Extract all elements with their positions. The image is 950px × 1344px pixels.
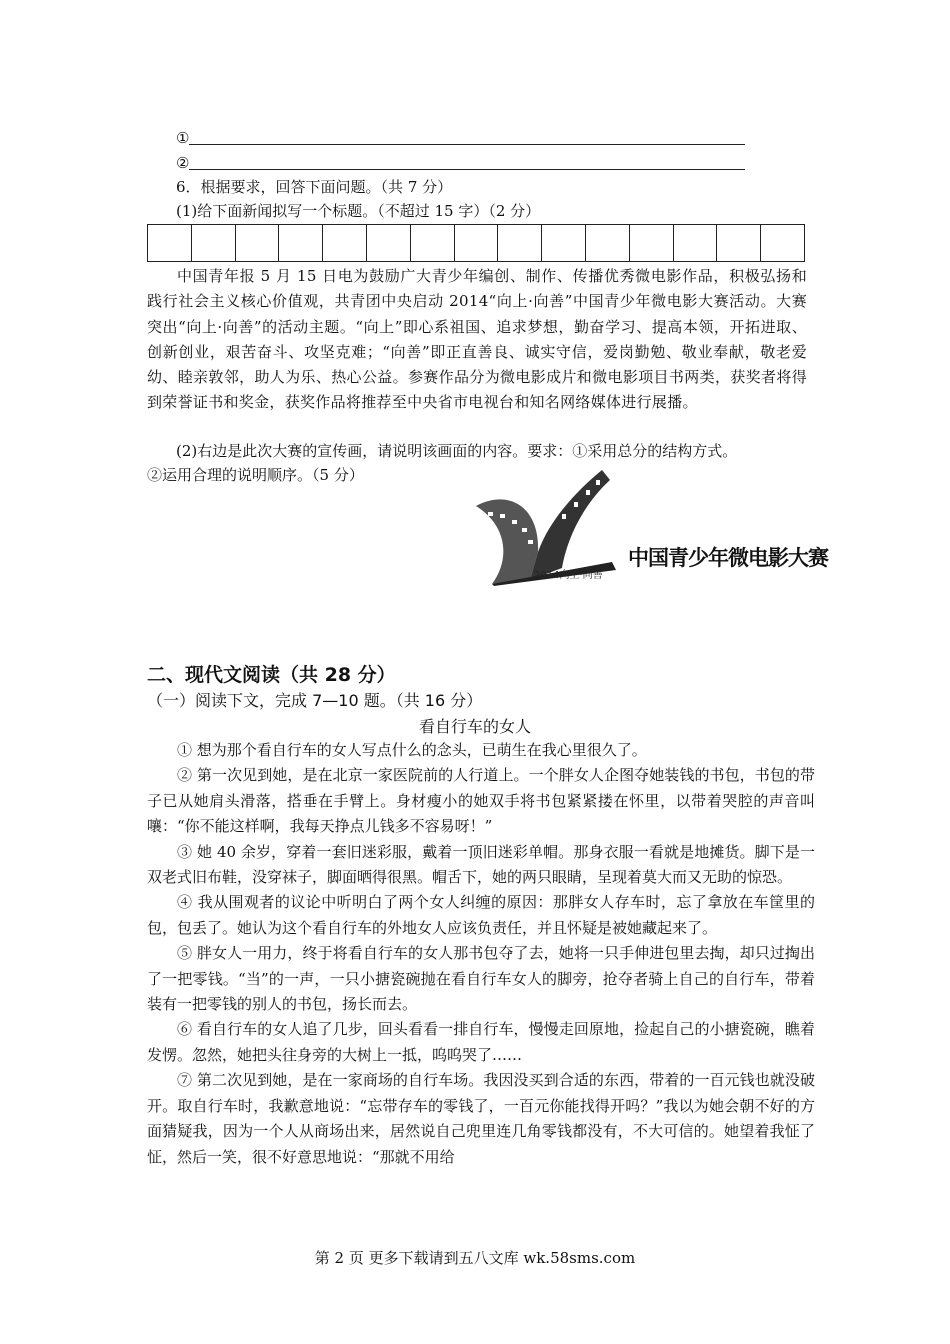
article-paragraph: ① 想为那个看自行车的女人写点什么的念头，已萌生在我心里很久了。 — [177, 741, 647, 759]
grid-cell[interactable] — [236, 225, 280, 261]
contest-poster — [470, 468, 828, 586]
grid-cell[interactable] — [279, 225, 323, 261]
article-paragraph: ⑦ 第二次见到她，是在一家商场的自行车场。我因没买到合适的东西，带着的一百元钱也就没破开。取自行车时，我歉意地说：“忘带存车的零钱了，一百元你能找得开吗？”我以为她会朝不好的方面猜疑我，因为一个人从商场出来，居然说自己兜里连几角零钱都没有，不大可信的。她望着我怔了怔，然后一笑，很不好意思地说：“那就不用给 — [147, 1071, 815, 1166]
page-footer: 第 2 页 更多下载请到五八文库 wk.58sms.com — [314, 1249, 636, 1267]
section-heading: 二、现代文阅读（共 28 分） — [147, 664, 396, 686]
grid-cell[interactable] — [192, 225, 236, 261]
q6-part2-line1: (2)右边是此次大赛的宣传画，请说明该画面的内容。要求：①采用总分的结构方式。 — [176, 442, 738, 460]
article-paragraph: ③ 她 40 余岁，穿着一套旧迷彩服，戴着一顶旧迷彩单帽。那身衣服一看就是地摊货。脚下是一双老式旧布鞋，没穿袜子，脚面晒得很黑。帽舌下，她的两只眼睛，呈现着莫大而又无助的惊恐。 — [147, 842, 815, 887]
article-paragraph: ⑤ 胖女人一用力，终于将看自行车的女人那书包夺了去，她将一只手伸进包里去掏，却只过掏出了一把零钱。“当”的一声，一只小搪瓷碗抛在看自行车女人的脚旁，抢夺者骑上自己的自行车，带着装有一把零钱的别人的书包，扬长而去。 — [147, 944, 815, 1014]
title-answer-grid[interactable] — [147, 224, 805, 262]
article-paragraph: ② 第一次见到她，是在北京一家医院前的人行道上。一个胖女人企图夺她装钱的书包，书包的带子已从她肩头滑落，搭垂在手臂上。身材瘦小的她双手将书包紧紧搂在怀里，以带着哭腔的声音叫嚷：“你不能这样啊，我每天挣点儿钱多不容易呀！” — [147, 766, 815, 836]
grid-cell[interactable] — [323, 225, 367, 261]
grid-cell[interactable] — [542, 225, 586, 261]
article-paragraph: ⑥ 看自行车的女人追了几步，回头看看一排自行车，慢慢走回原地，捡起自己的小搪瓷碗，瞧着发愣。忽然，她把头往身旁的大树上一抵，呜呜哭了…… — [147, 1020, 815, 1064]
q6-part2-line2: ②运用合理的说明顺序。（5 分） — [147, 466, 364, 484]
answer-line-1 — [176, 126, 745, 150]
q6-heading: 6．根据要求，回答下面问题。（共 7 分） — [176, 178, 453, 196]
answer-blank-2[interactable] — [189, 153, 745, 170]
grid-cell[interactable] — [148, 225, 192, 261]
article-body — [147, 738, 815, 1170]
answer-line-2 — [176, 151, 745, 175]
answer-mark-2: ② — [176, 154, 190, 172]
grid-cell[interactable] — [367, 225, 411, 261]
sub-heading: （一）阅读下文，完成 7—10 题。（共 16 分） — [147, 691, 483, 710]
poster-title: 中国青少年微电影大赛 — [628, 546, 828, 570]
grid-cell[interactable] — [674, 225, 718, 261]
poster-subtitle: 2014向上·向善 — [534, 570, 603, 581]
grid-cell[interactable] — [455, 225, 499, 261]
grid-cell[interactable] — [586, 225, 630, 261]
grid-cell[interactable] — [498, 225, 542, 261]
q6-part1: (1)给下面新闻拟写一个标题。（不超过 15 字）（2 分） — [176, 202, 541, 220]
article-paragraph: ④ 我从围观者的议论中听明白了两个女人纠缠的原因：那胖女人存车时，忘了拿放在车筐里的包，包丢了。她认为这个看自行车的外地女人应该负责任，并且怀疑是被她藏起来了。 — [147, 893, 815, 937]
news-text: 中国青年报 5 月 15 日电为鼓励广大青少年编创、制作、传播优秀微电影作品，积极弘扬和践行社会主义核心价值观，共青团中央启动 2014“向上·向善”中国青少年微电影大赛活动。大赛突出“向上·向善”的活动主题。“向上”即心系祖国、追求梦想，勤奋学习、提高本领，开拓进取、创新创业，艰苦奋斗、攻坚克难；“向善”即正直善良、诚实守信，爱岗勤勉、敬业奉献，敬老爱幼、睦亲敦邻，助人为乐、热心公益。参赛作品分为微电影成片和微电影项目书两类，获奖者将得到荣誉证书和奖金，获奖作品将推荐至中央省市电视台和知名网络媒体进行展播。 — [147, 267, 807, 412]
answer-mark-1: ① — [176, 129, 190, 147]
grid-cell[interactable] — [717, 225, 761, 261]
article-title: 看自行车的女人 — [418, 717, 531, 736]
grid-cell[interactable] — [761, 225, 804, 261]
news-passage — [147, 264, 807, 416]
grid-cell[interactable] — [630, 225, 674, 261]
answer-blank-1[interactable] — [189, 128, 745, 145]
grid-cell[interactable] — [411, 225, 455, 261]
